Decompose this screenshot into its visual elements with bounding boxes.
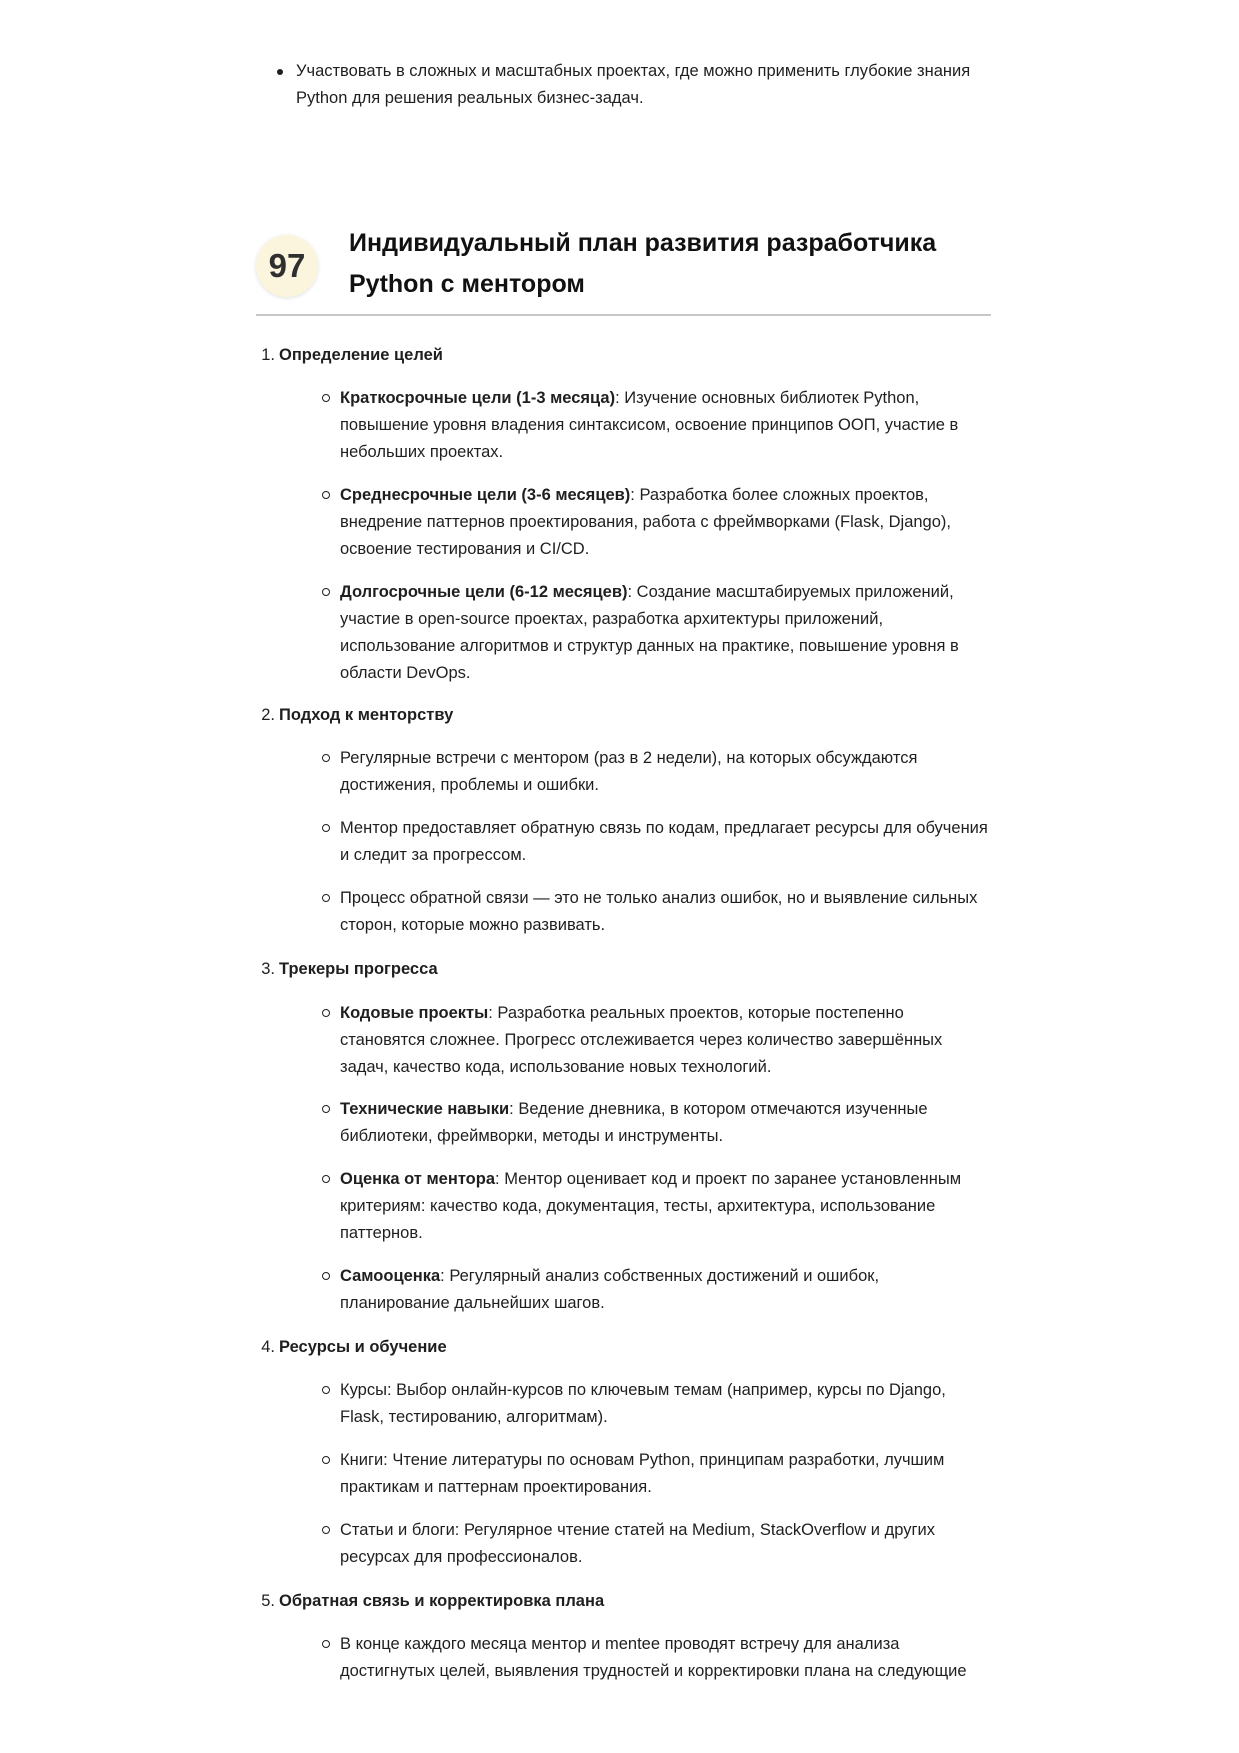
- step-heading: [261, 702, 454, 729]
- list-item: [340, 1517, 990, 1571]
- item-label: Технические навыки: [340, 1100, 510, 1118]
- item-text: : Разработка реальных проектов, которые постепенно становятся сложнее. Прогресс отслеживается через количество завершённых задач, качество кода, использование новых технологий.: [340, 1004, 943, 1076]
- intro-bullet: Участвовать в сложных и масштабных проектах, где можно применить глубокие знания Python для решения реальных бизнес-задач.: [296, 58, 996, 112]
- step-heading: [261, 1334, 447, 1361]
- step-number: 2.: [261, 706, 275, 724]
- item-text: Ментор предоставляет обратную связь по кодам, предлагает ресурсы для обучения и следит за прогрессом.: [340, 819, 988, 864]
- item-text: : Ментор оценивает код и проект по заранее установленным критериям: качество кода, документация, тесты, архитектура, использование паттернов.: [340, 1170, 962, 1242]
- list-item: [340, 885, 990, 939]
- list-item: [340, 482, 990, 563]
- item-label: Краткосрочные цели (1-3 месяца): [340, 389, 616, 407]
- item-text: В конце каждого месяца ментор и mentee проводят встречу для анализа достигнутых целей, выявления трудностей и корректировки плана на следующие: [340, 1635, 967, 1680]
- step-title: Трекеры прогресса: [279, 960, 438, 978]
- item-text: Регулярные встречи с ментором (раз в 2 недели), на которых обсуждаются достижения, проблемы и ошибки.: [340, 749, 918, 794]
- intro-list: [296, 58, 996, 112]
- item-text: : Регулярный анализ собственных достижений и ошибок, планирование дальнейших шагов.: [340, 1267, 880, 1312]
- item-text: : Создание масштабируемых приложений, участие в open-source проектах, разработка архитектуры приложений, использование алгоритмов и структур данных на практике, повышение уровня в области DevOps.: [340, 583, 959, 682]
- item-label: Самооценка: [340, 1267, 441, 1285]
- list-item: [340, 1447, 990, 1501]
- item-text: : Разработка более сложных проектов, внедрение паттернов проектирования, работа с фреймворками (Flask, Django), освоение тестирования и CI/CD.: [340, 486, 951, 558]
- list-item: [340, 1166, 990, 1247]
- item-label: Среднесрочные цели (3-6 месяцев): [340, 486, 631, 504]
- list-item: [340, 745, 990, 799]
- item-text: Процесс обратной связи — это не только анализ ошибок, но и выявление сильных сторон, которые можно развивать.: [340, 889, 978, 934]
- step-title: Обратная связь и корректировка плана: [279, 1592, 605, 1610]
- list-item: [340, 1000, 990, 1081]
- item-text: Книги: Чтение литературы по основам Python, принципам разработки, лучшим практикам и паттернам проектирования.: [340, 1451, 945, 1496]
- step-number: 4.: [261, 1338, 275, 1356]
- item-text: Статьи и блоги: Регулярное чтение статей на Medium, StackOverflow и других ресурсах для профессионалов.: [340, 1521, 935, 1566]
- step-title: Ресурсы и обучение: [279, 1338, 447, 1356]
- item-text: Курсы: Выбор онлайн-курсов по ключевым темам (например, курсы по Django, Flask, тестированию, алгоритмам).: [340, 1381, 946, 1426]
- item-text: : Ведение дневника, в котором отмечаются изученные библиотеки, фреймворки, методы и инструменты.: [340, 1100, 928, 1145]
- step-title: Подход к менторству: [279, 706, 454, 724]
- section-title: Индивидуальный план развития разработчика Python с ментором: [349, 229, 937, 298]
- item-label: Кодовые проекты: [340, 1004, 489, 1022]
- item-text: : Изучение основных библиотек Python, повышение уровня владения синтаксисом, освоение принципов ООП, участие в небольших проектах.: [340, 389, 959, 461]
- step-number: 3.: [261, 960, 275, 978]
- item-label: Оценка от ментора: [340, 1170, 496, 1188]
- list-item: [340, 815, 990, 869]
- list-item: [340, 1631, 990, 1685]
- step-number: 5.: [261, 1592, 275, 1610]
- list-item: [340, 1377, 990, 1431]
- section-number-badge: 97: [256, 235, 318, 297]
- list-item: [340, 579, 990, 687]
- list-item: [340, 1096, 990, 1150]
- list-item: [340, 385, 990, 466]
- step-heading: [261, 956, 438, 983]
- step-title: Определение целей: [279, 346, 443, 364]
- item-label: Долгосрочные цели (6-12 месяцев): [340, 583, 628, 601]
- step-number: 1.: [261, 346, 275, 364]
- step-heading: [261, 1588, 605, 1615]
- step-heading: [261, 342, 443, 369]
- list-item: [340, 1263, 990, 1317]
- section-header: [256, 228, 991, 316]
